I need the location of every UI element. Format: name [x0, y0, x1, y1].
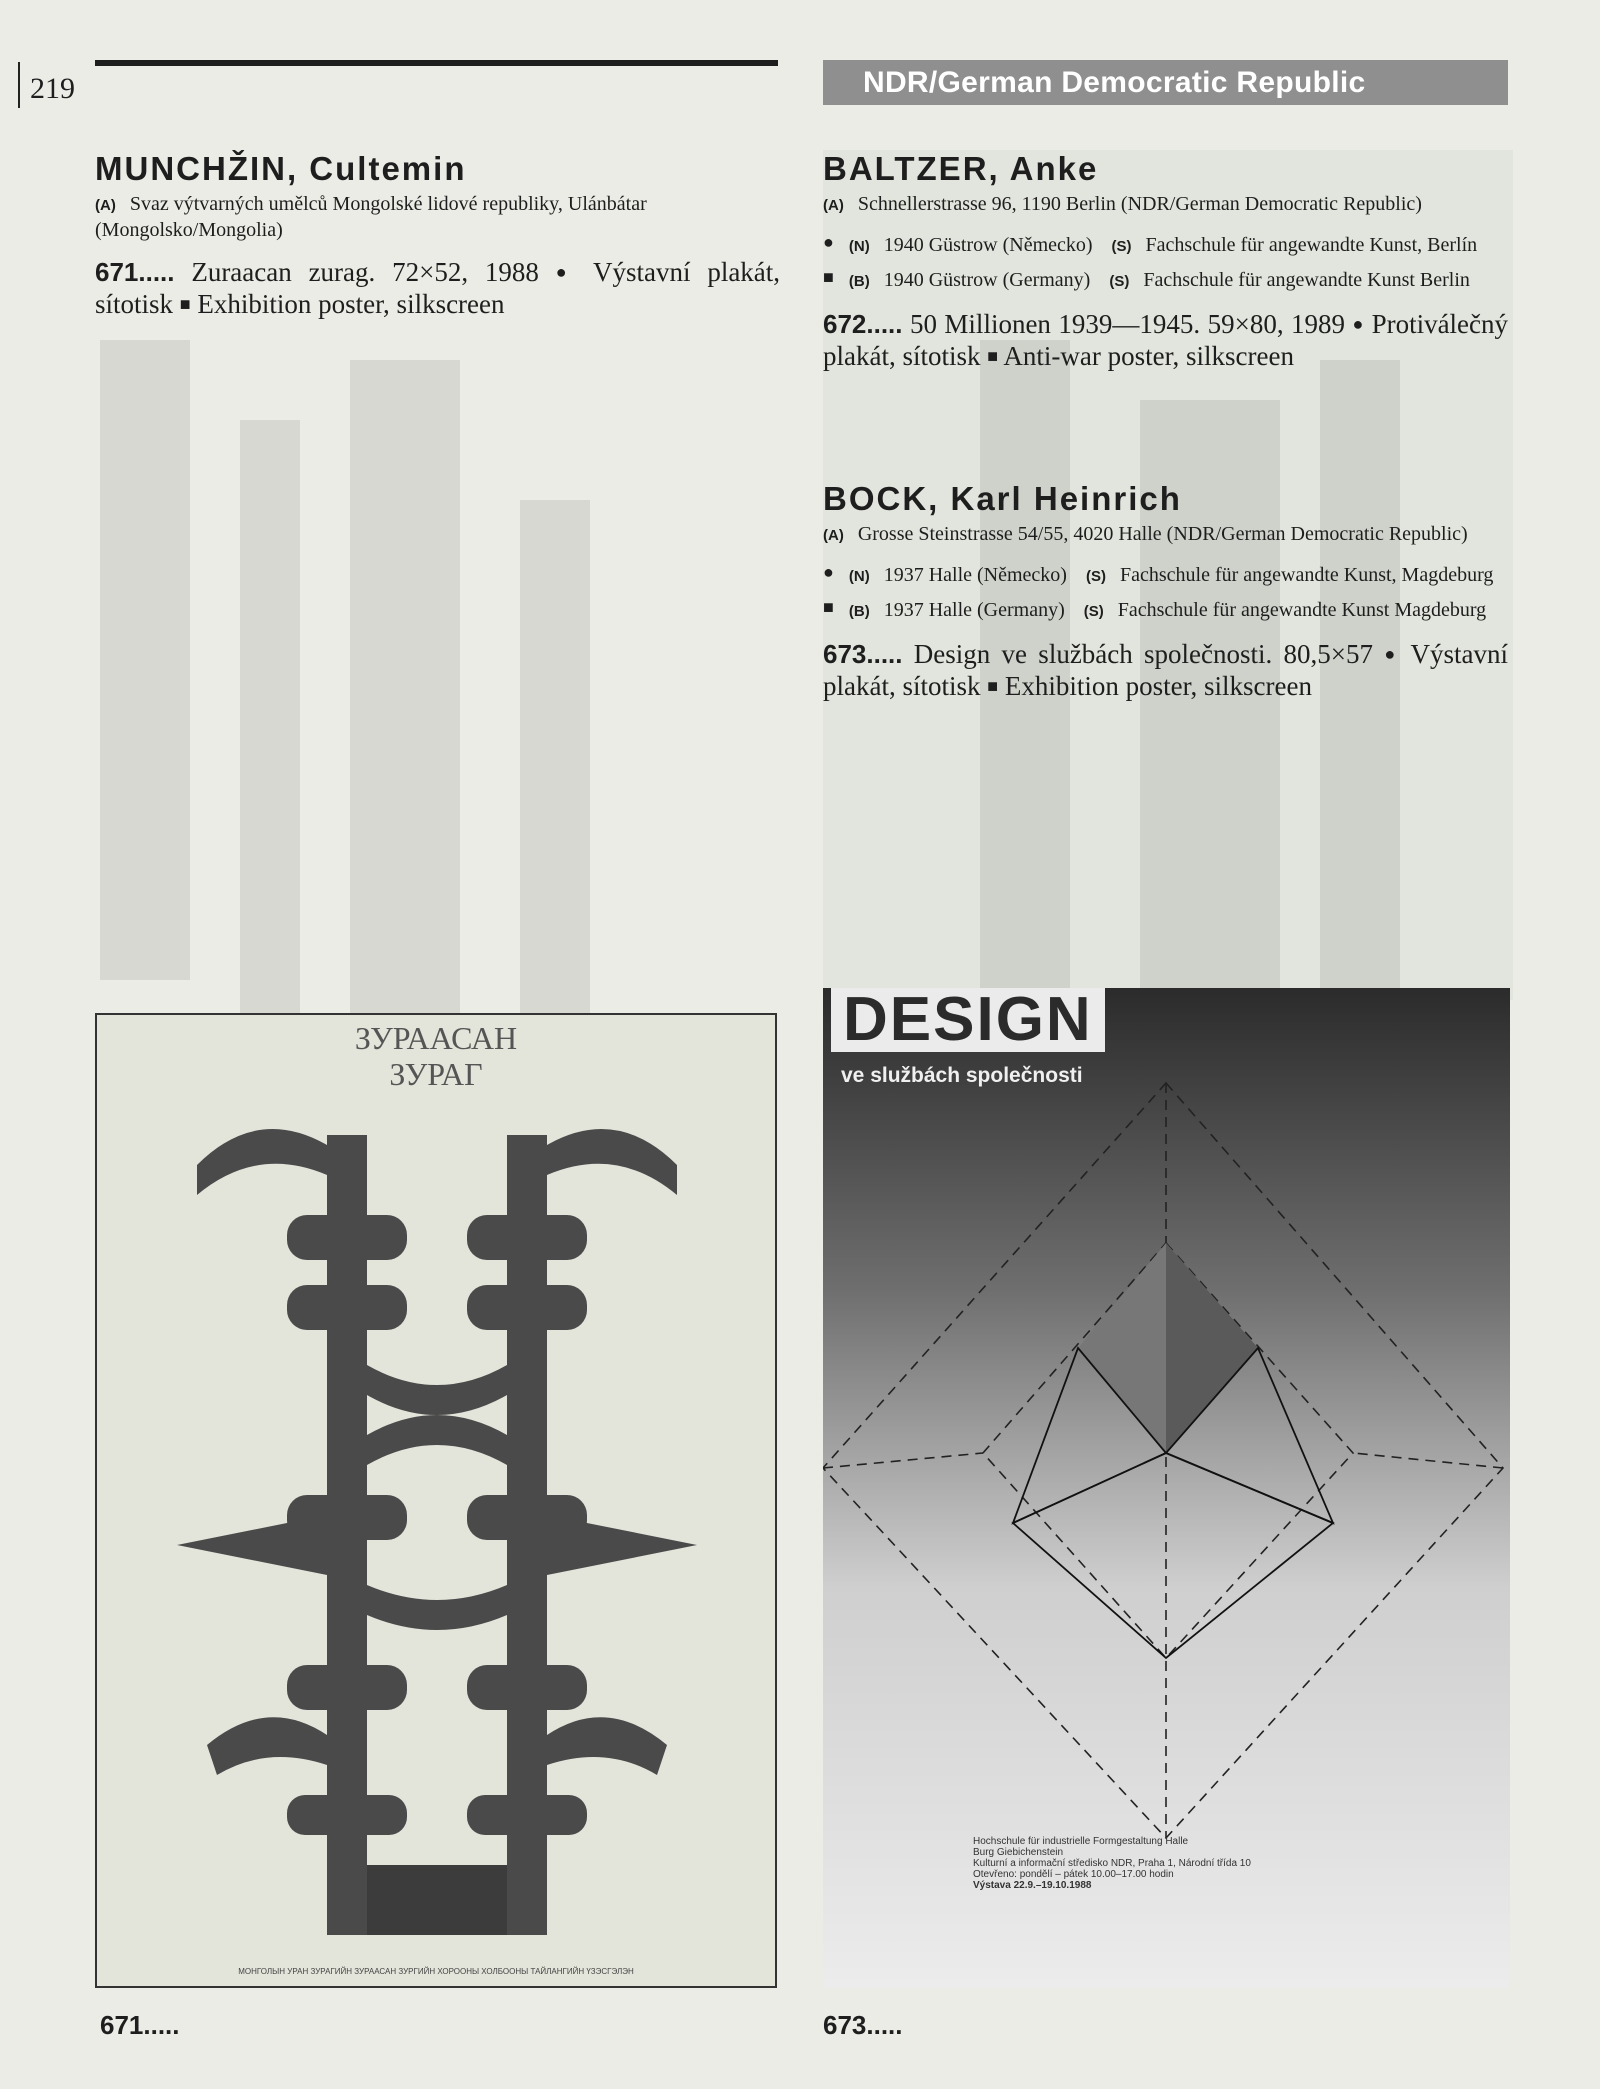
poster-info-line: Kulturní a informační středisko NDR, Praha 1, Národní třída 10 [973, 1858, 1251, 1869]
poster-info [973, 1836, 1251, 1891]
address-line [95, 192, 780, 242]
born-text: 1940 Güstrow (Germany) [883, 269, 1091, 291]
entry-title: 50 Millionen 1939—1945. 59×80, 1989 [909, 309, 1346, 339]
artist-name: BALTZER, Anke [823, 150, 1099, 187]
address-text: Grosse Steinstrasse 54/55, 4020 Halle (NDR/German Democratic Republic) [857, 523, 1468, 545]
school-text: Fachschule für angewandte Kunst Magdeburg [1117, 599, 1487, 621]
square-icon [987, 671, 998, 701]
poster-footer: МОНГОЛЫН УРАН ЗУРАГИЙН ЗУРААСАН ЗУРГИЙН ХОРООНЫ ХОЛБООНЫ ТАЙЛАНГИЙН ҮЗЭСГЭЛЭН [238, 1967, 634, 1976]
header-rule [95, 60, 778, 66]
poster-title: DESIGN [831, 988, 1105, 1052]
address-line [823, 522, 1508, 548]
entry-number: 671..... [95, 257, 175, 287]
born-text: 1937 Halle (Germany) [883, 599, 1065, 621]
born-label: (B) [848, 273, 870, 290]
school-label: (S) [1109, 273, 1130, 290]
poster-subtitle: ve službách společnosti [841, 1064, 1083, 1087]
bullet-icon [556, 257, 577, 287]
school-text: Fachschule für angewandte Kunst, Magdeburg [1119, 564, 1494, 586]
entry-desc-en: Exhibition poster, silkscreen [1004, 671, 1312, 701]
entry-desc-cz: Výstavní plakát, sítotisk [823, 639, 1509, 701]
entry-title: Zuraacan zurag. 72×52, 1988 [191, 257, 539, 287]
address-label: (A) [823, 527, 844, 544]
poster-info-line: Burg Giebichenstein [973, 1847, 1064, 1858]
address-text: Svaz výtvarných umělců Mongolské lidové republiky, Ulánbátar (Mongolsko/Mongolia) [95, 193, 647, 241]
work-entry [823, 638, 1508, 702]
entry-bock [823, 480, 1508, 702]
bullet-icon [1384, 639, 1399, 669]
bullet-icon [823, 234, 834, 256]
entry-desc-en: Exhibition poster, silkscreen [197, 289, 505, 319]
poster-671 [95, 1013, 777, 1988]
entry-munchzin [95, 150, 780, 320]
entry-desc-cz: Protiválečný plakát, sítotisk [823, 309, 1509, 371]
mongolian-script-artwork [177, 1105, 697, 1955]
page-number-bar [18, 62, 20, 108]
poster-info-line: Hochschule für industrielle Formgestaltung Halle [973, 1836, 1189, 1847]
school-text: Fachschule für angewandte Kunst Berlin [1143, 269, 1470, 291]
caption-671: 671..... [100, 2010, 180, 2040]
born-label: (N) [848, 568, 870, 585]
entry-number: 672..... [823, 309, 903, 339]
work-entry [95, 256, 780, 320]
square-icon [823, 599, 834, 621]
school-text: Fachschule für angewandte Kunst, Berlín [1145, 234, 1478, 256]
entry-baltzer [823, 150, 1508, 372]
school-label: (S) [1111, 238, 1132, 255]
artist-name: MUNCHŽIN, Cultemin [95, 150, 467, 187]
square-icon [823, 269, 834, 291]
address-label: (A) [95, 197, 116, 214]
address-line [823, 192, 1508, 218]
bullet-icon [823, 564, 834, 586]
born-text: 1937 Halle (Německo) [883, 564, 1067, 586]
school-label: (S) [1085, 568, 1106, 585]
square-icon [180, 289, 191, 319]
poster-673 [823, 988, 1510, 1988]
born-cz-line [823, 230, 1508, 259]
poster-title [97, 1020, 775, 1092]
address-text: Schnellerstrasse 96, 1190 Berlin (NDR/German Democratic Republic) [857, 193, 1422, 215]
artist-name: BOCK, Karl Heinrich [823, 480, 1182, 517]
entry-number: 673..... [823, 639, 903, 669]
caption-673: 673..... [823, 2010, 903, 2040]
poster-info-line: Otevřeno: pondělí – pátek 10.00–17.00 hodin [973, 1869, 1174, 1880]
bullet-icon [1353, 309, 1365, 339]
page-number: 219 [30, 72, 75, 105]
born-label: (N) [848, 238, 870, 255]
address-label: (A) [823, 197, 844, 214]
work-entry [823, 308, 1508, 372]
square-icon [987, 341, 998, 371]
poster-title-line2: ЗУРАГ [389, 1056, 483, 1092]
born-cz-line [823, 560, 1508, 589]
born-text: 1940 Güstrow (Německo) [883, 234, 1093, 256]
born-en-line [823, 265, 1508, 294]
entry-desc-cz: Výstavní plakát, sítotisk [95, 257, 781, 319]
born-label: (B) [848, 603, 870, 620]
school-label: (S) [1083, 603, 1104, 620]
section-header: NDR/German Democratic Republic [823, 60, 1508, 105]
poster-title-line1: ЗУРААСАН [354, 1020, 518, 1056]
poster-info-line: Výstava 22.9.–19.10.1988 [973, 1880, 1092, 1891]
born-en-line [823, 595, 1508, 624]
entry-desc-en: Anti-war poster, silkscreen [1003, 341, 1294, 371]
entry-title: Design ve službách společnosti. 80,5×57 [913, 639, 1374, 669]
